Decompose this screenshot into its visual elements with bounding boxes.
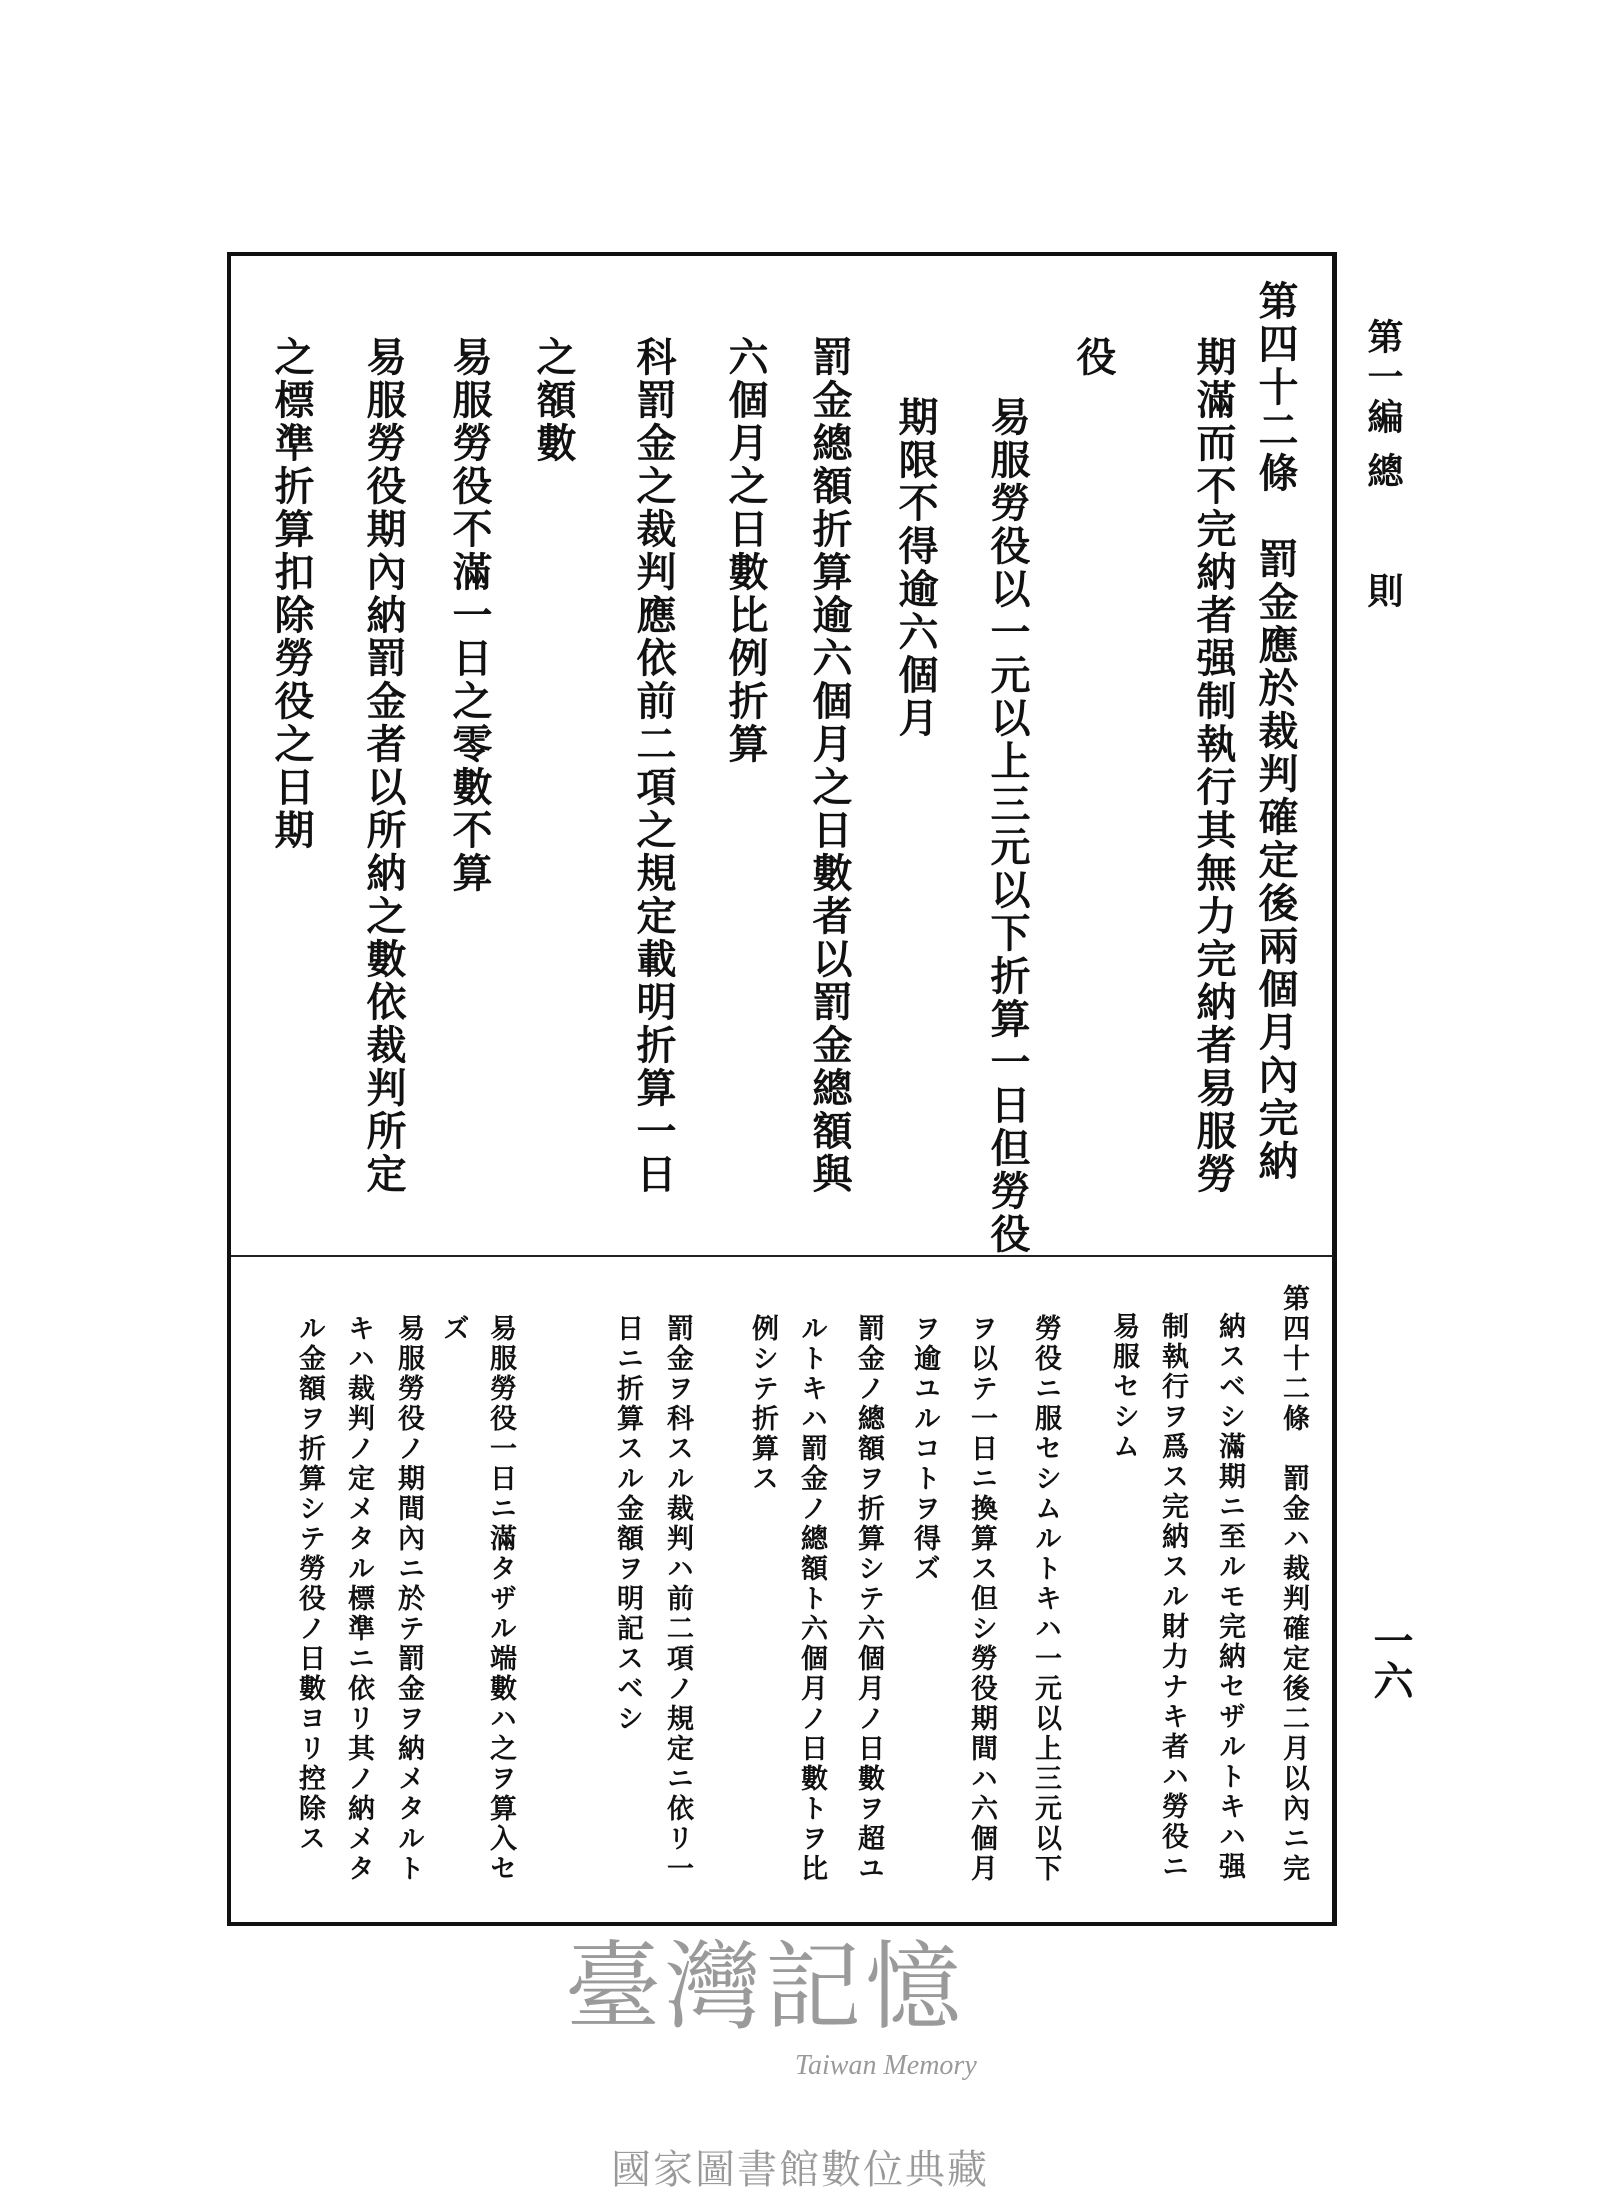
bottom-text-column: ヲ以テ一日ニ換算ス但シ勞役期間ハ六個月	[966, 1314, 997, 1884]
bottom-text-column: 勞役ニ服セシムルトキハ一元以上三元以下	[1030, 1314, 1061, 1884]
top-text-column: 罰金總額折算逾六個月之日數者以罰金總額與	[806, 336, 853, 1196]
top-text-column: 第四十二條 罰金應於裁判確定後兩個月內完納	[1252, 280, 1299, 1183]
top-text-column: 之額數	[530, 336, 577, 465]
watermark-logo	[565, 1932, 1035, 2092]
bottom-text-column: 納スベシ滿期ニ至ルモ完納セザルトキハ强	[1214, 1312, 1245, 1882]
bottom-text-column: ル金額ヲ折算シテ勞役ノ日數ヨリ控除ス	[294, 1314, 325, 1854]
bottom-text-column: 易服勞役ノ期間內ニ於テ罰金ヲ納メタルト	[393, 1314, 424, 1884]
watermark-chinese: 臺灣記憶	[565, 1931, 965, 2043]
running-header	[1358, 318, 1409, 612]
bottom-text-column: ズ	[438, 1314, 469, 1344]
watermark-english: Taiwan Memory	[795, 2050, 977, 2081]
top-text-column: 之標準折算扣除勞役之日期	[268, 336, 315, 852]
page-number: 一六	[1367, 1620, 1414, 1700]
footer-credit: 國家圖書館數位典藏	[611, 2147, 989, 2193]
bottom-text-column: 第四十二條 罰金ハ裁判確定後二月以內ニ完	[1278, 1284, 1309, 1884]
top-text-column: 科罰金之裁判應依前二項之規定載明折算一日	[630, 336, 677, 1196]
top-text-column: 易服勞役以一元以上三元以下折算一日但勞役	[984, 396, 1031, 1256]
top-text-column: 役	[1070, 336, 1117, 379]
bottom-text-column: 易服セシム	[1108, 1312, 1139, 1462]
bottom-text-column: ルトキハ罰金ノ總額ト六個月ノ日數トヲ比	[796, 1314, 827, 1884]
bottom-text-column: 易服勞役一日ニ滿タザル端數ハ之ヲ算入セ	[485, 1314, 516, 1884]
bottom-text-column: 制執行ヲ爲ス完納スル財力ナキ者ハ勞役ニ	[1157, 1312, 1188, 1882]
bottom-text-column: 罰金ヲ科スル裁判ハ前二項ノ規定ニ依リ一	[662, 1314, 693, 1884]
bottom-text-column: ヲ逾ユルコトヲ得ズ	[909, 1314, 940, 1584]
top-text-column: 六個月之日數比例折算	[722, 336, 769, 766]
bottom-text-column: 日ニ折算スル金額ヲ明記スベシ	[612, 1314, 643, 1734]
bottom-text-column: キハ裁判ノ定メタル標準ニ依リ其ノ納メタ	[343, 1314, 374, 1884]
top-text-column: 易服勞役不滿一日之零數不算	[446, 336, 493, 895]
bottom-text-column: 例シテ折算ス	[747, 1314, 778, 1494]
bottom-text-column: 罰金ノ總額ヲ折算シテ六個月ノ日數ヲ超ユ	[853, 1314, 884, 1884]
section-divider	[231, 1255, 1333, 1257]
header-part: 第一編	[1362, 318, 1404, 438]
header-title-1: 總	[1362, 452, 1404, 492]
top-text-column: 期滿而不完納者强制執行其無力完納者易服勞	[1190, 336, 1237, 1196]
top-text-column: 易服勞役期內納罰金者以所納之數依裁判所定	[360, 336, 407, 1196]
header-title-2: 則	[1362, 572, 1404, 612]
top-text-column: 期限不得逾六個月	[892, 396, 939, 740]
